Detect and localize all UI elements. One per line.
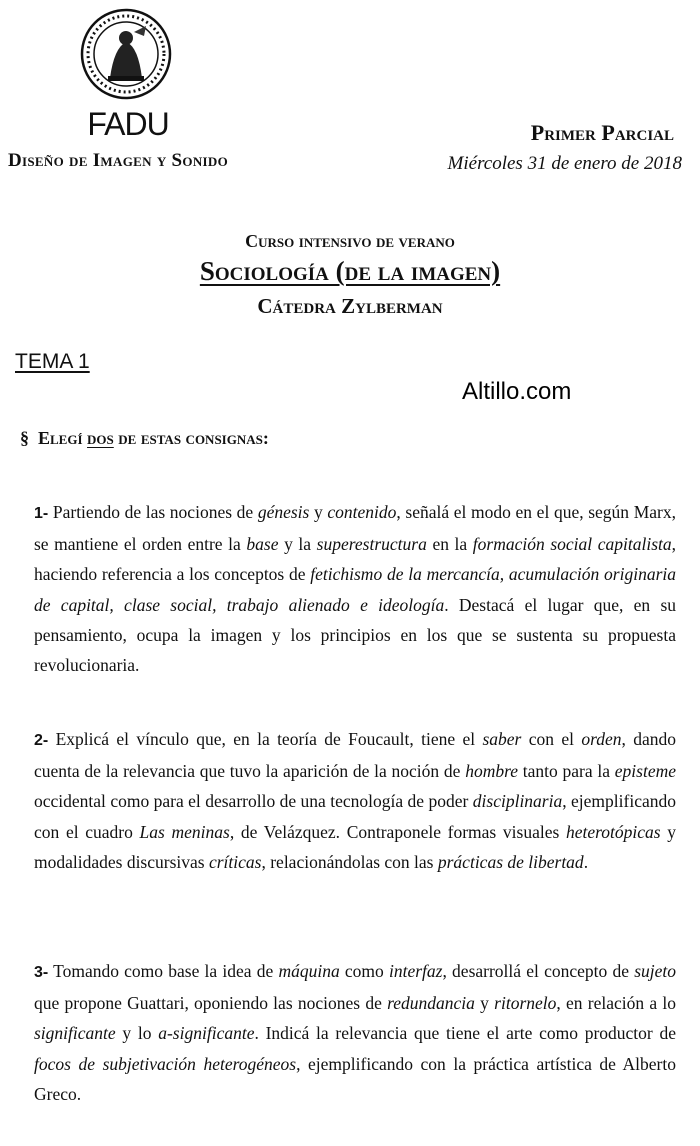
- question-term: génesis: [257, 502, 310, 522]
- question-term: ritornelo: [494, 993, 557, 1014]
- exam-title: Primer Parcial: [530, 120, 674, 145]
- question-term: hombre: [465, 761, 519, 782]
- tema-label: [15, 350, 90, 374]
- question-text: . Indicá la relevancia que tiene el arte como productor de: [254, 1023, 676, 1044]
- question-text: y: [309, 502, 328, 522]
- subject-title: [0, 256, 700, 287]
- question-term: superestructura: [316, 534, 427, 555]
- question-text: como: [339, 961, 389, 981]
- question-text: , dando cuenta de la relevancia que tuvo la aparición de la noción de: [34, 729, 676, 782]
- question-text: en la: [426, 534, 473, 555]
- question-text: , ejemplificando con la práctica artística de Alberto Greco.: [34, 1053, 676, 1104]
- question-term: saber: [482, 729, 522, 749]
- question-number: 2-: [34, 732, 49, 749]
- question-number: 1-: [34, 505, 49, 522]
- question-term: sujeto: [634, 961, 676, 981]
- instruction-pre: Elegí: [38, 428, 83, 448]
- section-symbol: §: [20, 428, 29, 448]
- question-text: , ejemplificando con el cuadro: [34, 791, 676, 842]
- question-term: fetichismo de la mercancía, acumulación originaria de capital, clase social, trabajo alienado e ideología: [34, 564, 676, 615]
- instruction-post: de estas consignas:: [118, 428, 269, 448]
- question-term: interfaz: [389, 961, 443, 981]
- institution-name: FADU: [87, 106, 169, 142]
- question-term: redundancia: [387, 993, 475, 1014]
- course-type: Curso intensivo de verano: [245, 231, 455, 251]
- question-text: , haciendo referencia a los conceptos de: [34, 534, 676, 585]
- question-term: significante: [34, 1023, 116, 1044]
- career-name: Diseño de Imagen y Sonido: [8, 150, 228, 171]
- university-seal-icon: [80, 8, 172, 100]
- tema-label-text: TEMA 1: [15, 350, 90, 373]
- question-term: orden: [581, 729, 622, 749]
- question-term: Las meninas: [139, 821, 230, 842]
- question-text: tanto para la: [518, 761, 615, 782]
- question-text: . Destacá el lugar que, en su pensamiento, ocupa la imagen y los principios en los que se sustenta su propuesta revolucionaria.: [34, 594, 676, 676]
- question-term: disciplinaria: [472, 791, 563, 812]
- question-term: a-significante: [158, 1023, 255, 1044]
- question-1: [34, 497, 676, 680]
- question-text: con el: [521, 729, 582, 749]
- question-text: , de Velázquez. Contraponele formas visuales: [229, 821, 566, 842]
- chair-name: Cátedra Zylberman: [257, 294, 443, 318]
- question-text: , en relación a lo: [556, 993, 676, 1014]
- question-text: Tomando como base la idea de: [48, 961, 279, 981]
- exam-date: Miércoles 31 de enero de 2018: [447, 153, 682, 174]
- watermark: Altillo.com: [462, 378, 572, 405]
- question-term: formación social capitalista: [472, 534, 672, 555]
- question-text: Partiendo de las nociones de: [48, 502, 258, 522]
- question-text: y modalidades discursivas: [34, 821, 676, 872]
- instruction-highlight: dos: [87, 428, 114, 448]
- question-text: y lo: [115, 1023, 159, 1044]
- subject-title-text: Sociología (de la imagen): [199, 256, 501, 286]
- question-text: , señalá el modo en el que, según Marx, se mantiene el orden entre la: [34, 502, 676, 555]
- question-term: prácticas de libertad: [437, 851, 584, 872]
- question-term: base: [246, 534, 279, 555]
- question-text: Explicá el vínculo que, en la teoría de Foucault, tiene el: [48, 729, 483, 749]
- question-text: , desarrollá el concepto de: [442, 961, 635, 981]
- question-text: y: [474, 993, 495, 1014]
- question-3: [34, 956, 676, 1109]
- question-text: .: [583, 851, 589, 872]
- question-text: y la: [278, 534, 317, 555]
- question-text: que propone Guattari, oponiendo las nociones de: [34, 993, 388, 1014]
- question-term: máquina: [278, 961, 340, 981]
- question-number: 3-: [34, 964, 49, 981]
- question-term: focos de subjetivación heterogéneos: [34, 1053, 297, 1074]
- question-term: críticas: [208, 851, 262, 872]
- question-term: contenido: [327, 502, 397, 522]
- question-term: episteme: [614, 761, 677, 782]
- question-2: [34, 724, 676, 877]
- question-text: , relacionándolas con las: [261, 851, 438, 872]
- question-term: heterotópicas: [565, 821, 661, 842]
- instruction: [20, 428, 269, 449]
- question-text: occidental como para el desarrollo de una tecnología de poder: [34, 791, 473, 812]
